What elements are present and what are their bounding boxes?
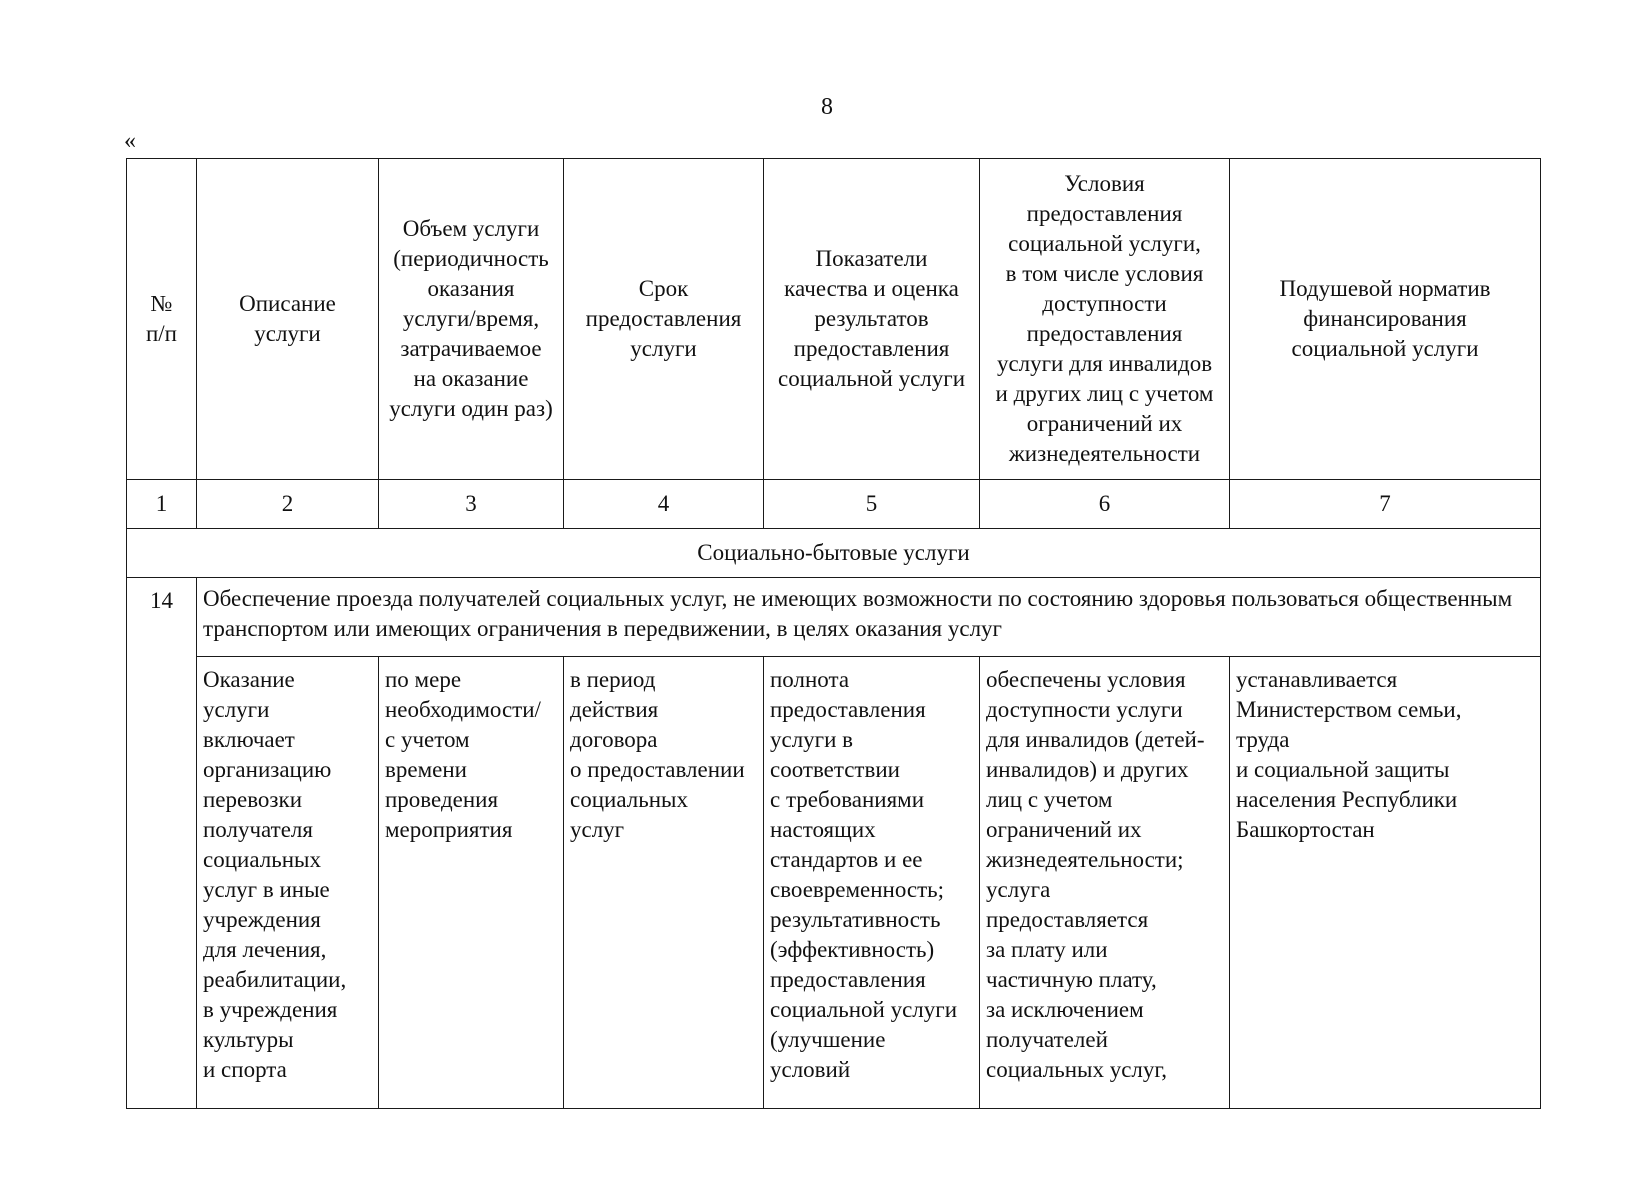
page-number: 8: [821, 94, 833, 120]
column-numbers-row: [127, 480, 1541, 529]
service-quality: полнота предоставления услуги в соответствии с требованиями настоящих стандартов и ее своевременность; результативность (эффективность) предоставления социальной услуги (улучшение условий: [764, 657, 980, 1109]
service-norm: устанавливается Министерством семьи, труда и социальной защиты населения Республики Башкортостан: [1230, 657, 1541, 1109]
service-description: Оказание услуги включает организацию перевозки получателя социальных услуг в иные учреждения для лечения, реабилитации, в учреждения культуры и спорта: [197, 657, 379, 1109]
section-row: [127, 529, 1541, 578]
table-header-row: [127, 159, 1541, 480]
header-cell-volume: Объем услуги (периодичность оказания услуги/время, затрачиваемое на оказание услуги один раз): [379, 159, 564, 480]
column-number: 7: [1230, 480, 1541, 529]
column-number: 6: [980, 480, 1230, 529]
service-term: в период действия договора о предоставлении социальных услуг: [564, 657, 764, 1109]
column-number: 1: [127, 480, 197, 529]
service-conditions: обеспечены условия доступности услуги для инвалидов (детей- инвалидов) и других лиц с учетом ограничений их жизнедеятельности; услуга предоставляется за плату или частичную плату, за исключением получателей социальных услуг,: [980, 657, 1230, 1109]
section-title: Социально-бытовые услуги: [127, 529, 1541, 578]
header-cell-term: Срок предоставления услуги: [564, 159, 764, 480]
column-number: 4: [564, 480, 764, 529]
header-cell-description: Описание услуги: [197, 159, 379, 480]
service-detail-row: [127, 657, 1541, 1109]
column-number: 5: [764, 480, 980, 529]
column-number: 2: [197, 480, 379, 529]
service-title: Обеспечение проезда получателей социальных услуг, не имеющих возможности по состоянию здоровья пользоваться общественным транспортом или имеющих ограничения в передвижении, в целях оказания услуг: [197, 578, 1541, 657]
header-cell-quality: Показатели качества и оценка результатов предоставления социальной услуги: [764, 159, 980, 480]
service-number: 14: [127, 578, 197, 1109]
column-number: 3: [379, 480, 564, 529]
header-cell-number: № п/п: [127, 159, 197, 480]
service-title-row: [127, 578, 1541, 657]
header-cell-norm: Подушевой норматив финансирования социальной услуги: [1230, 159, 1541, 480]
service-volume: по мере необходимости/ с учетом времени проведения мероприятия: [379, 657, 564, 1109]
header-cell-conditions: Условия предоставления социальной услуги, в том числе условия доступности предоставления услуги для инвалидов и других лиц с учетом ограничений их жизнедеятельности: [980, 159, 1230, 480]
opening-quote-mark: «: [124, 128, 136, 154]
social-services-standards-table: [126, 158, 1541, 1109]
